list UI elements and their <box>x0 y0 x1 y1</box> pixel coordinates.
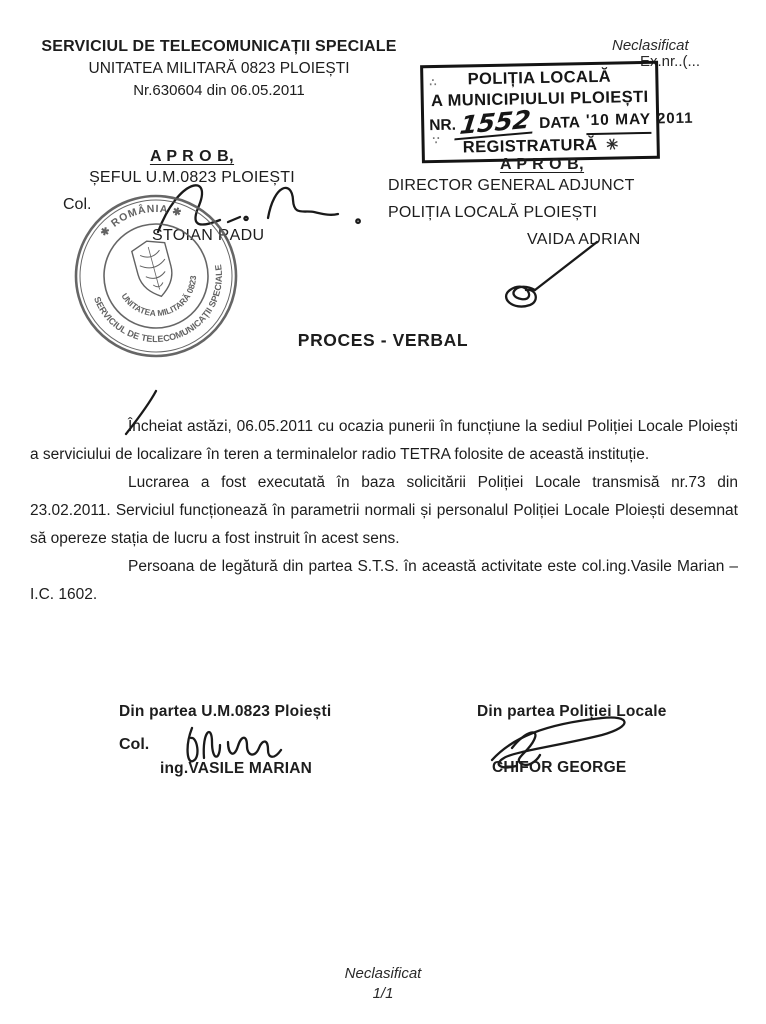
ink-noise-dots: ∴ <box>429 76 439 90</box>
body-paragraph-2: Lucrarea a fost executată în baza solicitării Poliției Locale transmisă nr.73 din 23.02.2011. Serviciul funcționează în parametrii normali și personalul Poliției Locale Ploiești desemnat să opereze stația de lucru a fost instruit în acest sens. <box>30 474 738 547</box>
issuing-org-block <box>30 36 408 102</box>
registry-nr-handwritten-value: 1552 <box>454 109 535 140</box>
stamp-inner-ring-text: UNITATEA MILITARĂ 0823 <box>119 275 199 319</box>
approval-left-role: ȘEFUL U.M.0823 PLOIEȘTI <box>89 169 295 186</box>
approval-right-role1: DIRECTOR GENERAL ADJUNCT <box>388 177 635 194</box>
signatory-left-heading: Din partea U.M.0823 Ploiești <box>119 703 332 720</box>
approval-left-rank: Col. <box>63 196 92 213</box>
classification-label-bottom: Neclasificat <box>344 965 422 982</box>
signatory-left-rank: Col. <box>119 736 150 753</box>
stamp-coat-of-arms <box>130 237 178 301</box>
signatory-left-name: ing.VASILE MARIAN <box>160 760 313 777</box>
classification-label-top: Neclasificat <box>612 37 689 54</box>
org-reg-number: Nr.630604 din 06.05.2011 <box>133 82 305 99</box>
body-paragraph-1: Încheiat astăzi, 06.05.2011 cu ocazia punerii în funcțiune la sediul Poliției Locale Ploiești a serviciului de localizare în teren a terminalelor radio TETRA folosite de această instituție. <box>30 418 738 463</box>
body-paragraph-3: Persoana de legătură din partea S.T.S. în această activitate este col.ing.Vasile Marian – I.C. 1602. <box>30 558 738 603</box>
svg-text:UNITATEA MILITARĂ 0823 <box>119 273 207 328</box>
ink-noise-dots: ∵ <box>432 134 440 148</box>
registry-stamp <box>420 61 660 164</box>
signatory-right-heading: Din partea Poliției Locale <box>477 703 667 720</box>
approval-left-name: STOIAN RADU <box>152 227 265 244</box>
org-name: SERVICIUL DE TELECOMUNICAȚII SPECIALE <box>41 38 397 55</box>
signatory-right-name: CHIFOR GEORGE <box>492 759 627 776</box>
stamp-outer-ring-text: SERVICIUL DE TELECOMUNICAȚII SPECIALE <box>91 263 225 345</box>
signature-vaida-adrian <box>495 238 613 316</box>
approval-right-role2: POLIȚIA LOCALĂ PLOIEȘTI <box>388 204 598 221</box>
registry-date-value: '10 MAY <box>586 108 652 135</box>
registry-nr-label: NR. <box>429 116 457 135</box>
registry-data-label: DATA <box>539 114 581 133</box>
approval-right-name: VAIDA ADRIAN <box>527 231 641 248</box>
org-unit: UNITATEA MILITARĂ 0823 PLOIEȘTI <box>88 60 350 77</box>
approval-left-title: A P R O B, <box>149 148 235 165</box>
document-title: PROCES - VERBAL <box>297 330 469 350</box>
stamp-country-text: ✱ ROMÂNIA ✱ <box>98 202 184 240</box>
page-number: 1/1 <box>372 985 394 1002</box>
registry-stamp-org-line2: A MUNICIPIULUI PLOIEȘTI <box>430 87 649 111</box>
ink-smudge: ✳ <box>603 134 621 156</box>
registratura-label: REGISTRATURĂ <box>462 135 598 157</box>
approval-right-title: A P R O B, <box>499 156 585 173</box>
registry-stamp-org-line1: POLIȚIA LOCALĂ <box>467 67 612 89</box>
exemplar-number: Ex.nr..(... <box>640 53 701 70</box>
registry-year-stamp: 2011 <box>656 109 694 128</box>
document-body <box>30 413 738 609</box>
